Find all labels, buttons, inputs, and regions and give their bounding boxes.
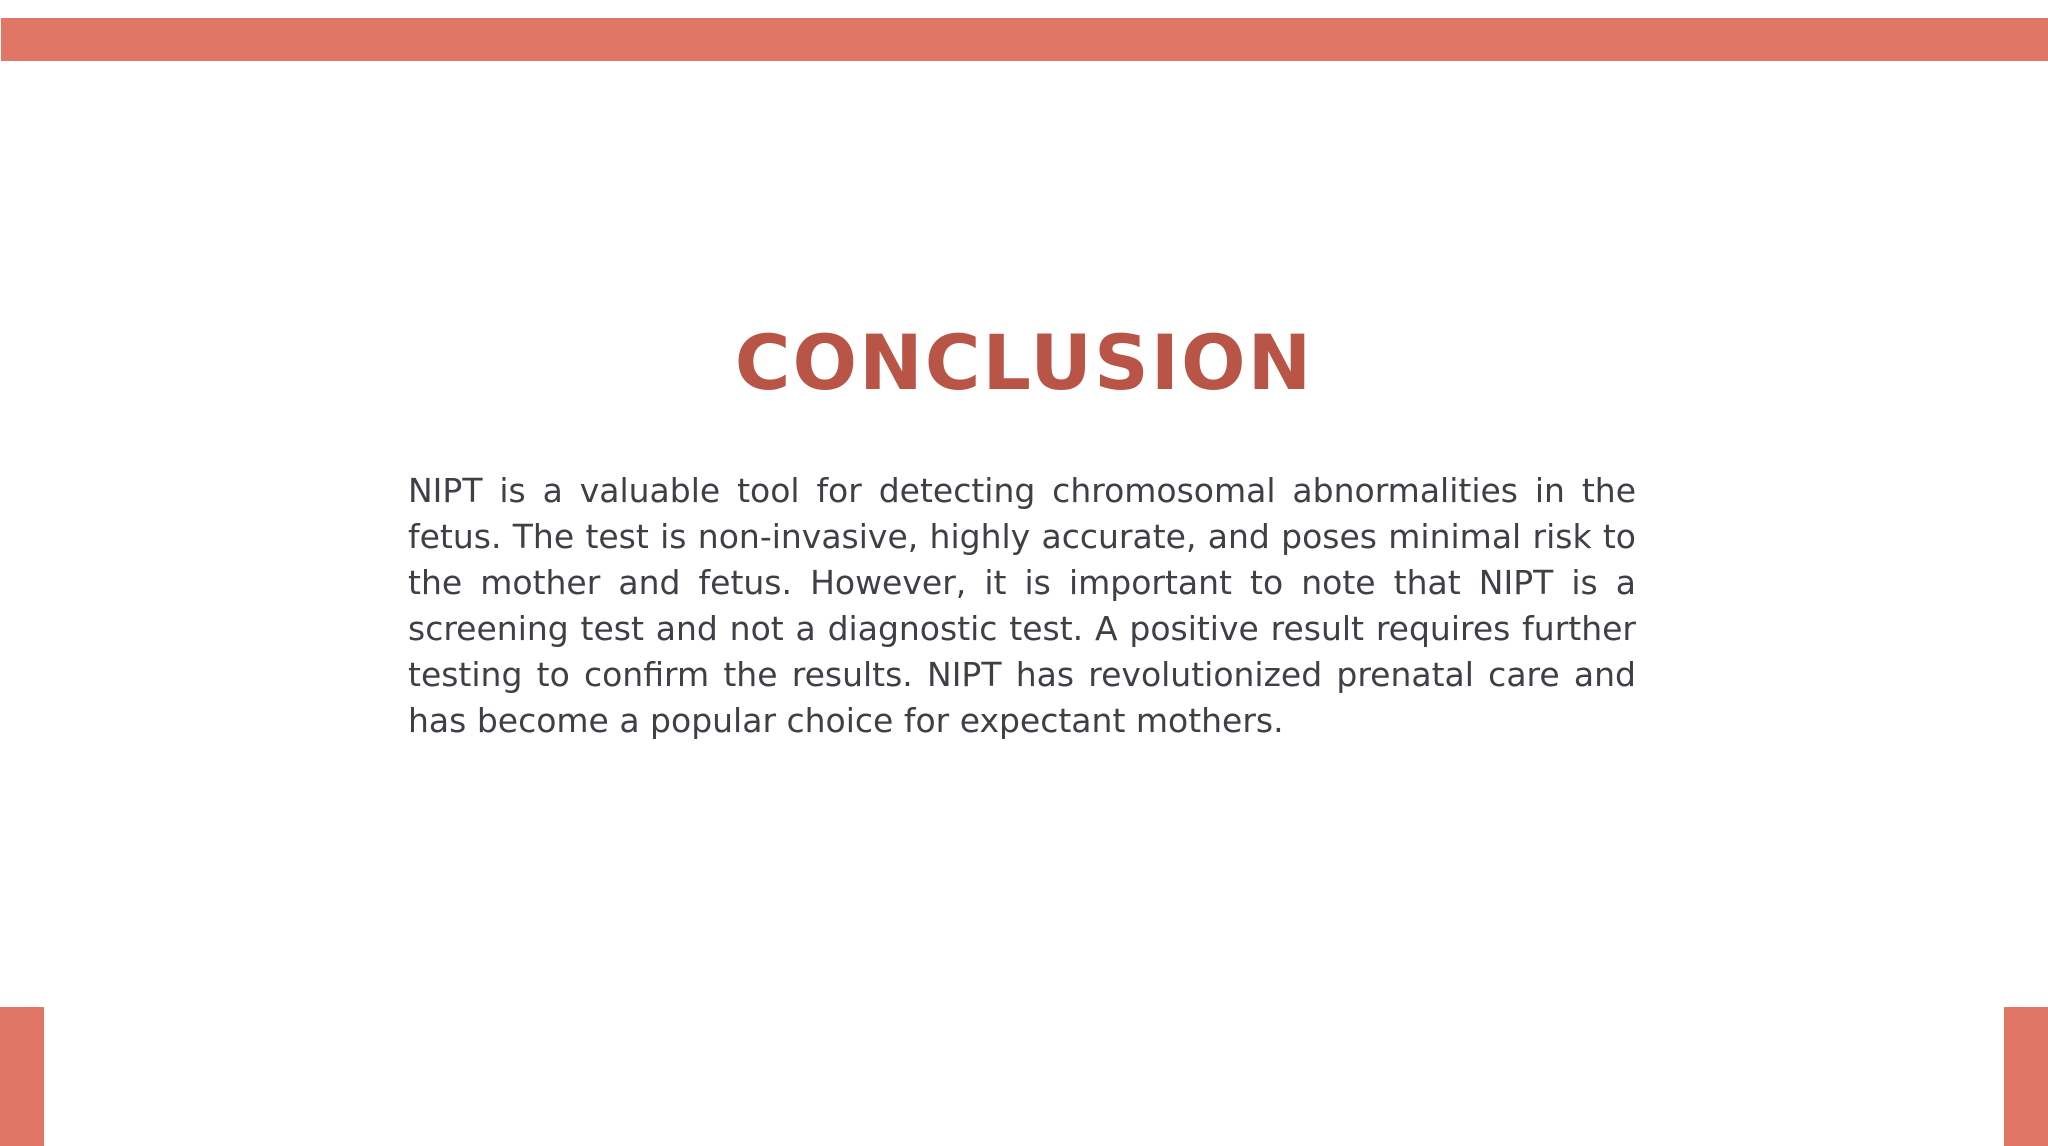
slide-title: CONCLUSION [734,318,1314,407]
slide-body-text: NIPT is a valuable tool for detecting chromosomal abnormalities in the fetus. The test is non-invasive, highly accurate, and poses minimal risk to the mother and fetus. However, it is important to note that NIPT is a screening test and not a diagnostic test. A positive result requires further testing to confirm the results. NIPT has revolutionized prenatal care and has become a popular choice for expectant mothers. [408,471,1636,740]
top-accent-bar [1,18,2048,61]
bottom-right-accent-bar [2004,1007,2048,1146]
bottom-left-accent-bar [0,1007,44,1146]
